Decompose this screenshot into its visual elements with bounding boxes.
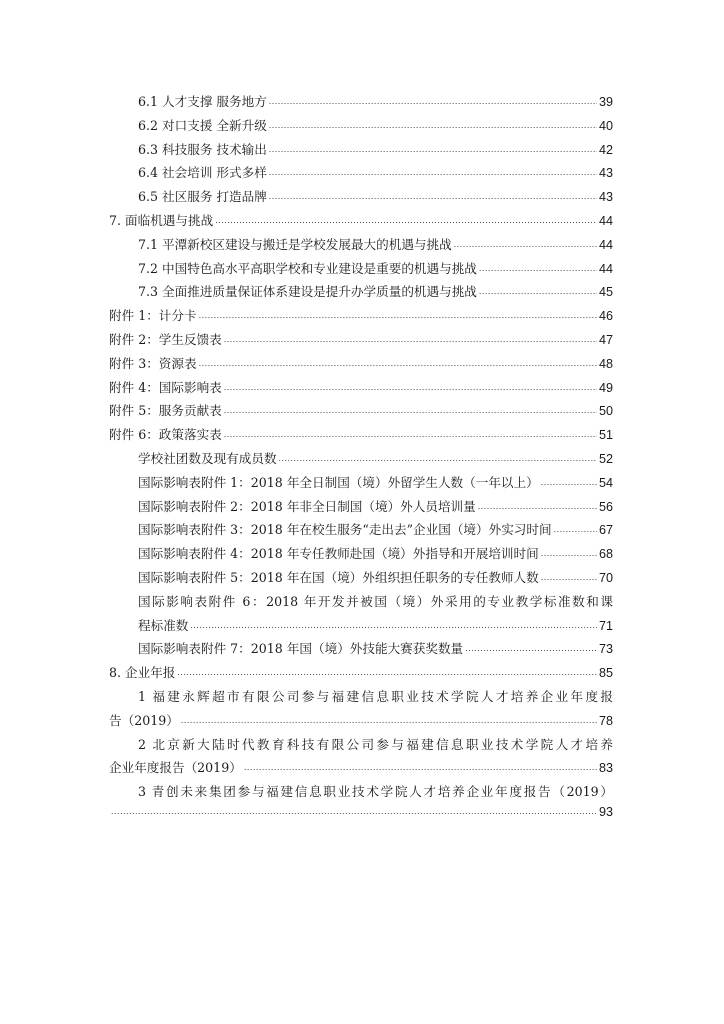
- toc-page-number: 52: [598, 451, 613, 466]
- toc-leader-dots: [269, 120, 597, 130]
- toc-entry-title-line2: 告（2019）: [109, 712, 179, 728]
- toc-leader-dots: [269, 96, 597, 106]
- toc-page-number: 44: [598, 261, 613, 276]
- toc-page-number: 85: [598, 666, 613, 681]
- toc-entry-title: 7. 面临机遇与挑战: [109, 212, 214, 228]
- toc-entry-title: 6.2 对口支援 全新升级: [138, 117, 267, 133]
- toc-page-number: 93: [598, 804, 613, 819]
- toc-leader-dots: [177, 667, 597, 677]
- toc-entry-title: 国际影响表附件 1：2018 年全日制国（境）外留学生人数（一年以上）: [138, 474, 539, 490]
- toc-page-number: 49: [598, 380, 613, 395]
- toc-entry-title: 7.3 全面推进质量保证体系建设是提升办学质量的机遇与挑战: [138, 284, 477, 300]
- toc-entry[interactable]: [109, 686, 613, 734]
- toc-leader-dots: [199, 358, 597, 368]
- toc-entry[interactable]: [109, 662, 613, 686]
- toc-page-number: 56: [598, 499, 613, 514]
- toc-entry-title: 6.5 社区服务 打造品牌: [138, 189, 267, 205]
- table-of-contents: [109, 91, 613, 829]
- toc-entry[interactable]: [109, 210, 613, 234]
- toc-page-number: 45: [598, 285, 613, 300]
- toc-page-number: 73: [598, 642, 613, 657]
- toc-page-number: 50: [598, 404, 613, 419]
- toc-entry[interactable]: [109, 234, 613, 258]
- toc-leader-dots: [181, 715, 597, 725]
- toc-entry-continuation: [109, 710, 613, 734]
- toc-entry[interactable]: [109, 781, 613, 829]
- toc-leader-dots: [269, 144, 597, 154]
- toc-page-number: 54: [598, 475, 613, 490]
- toc-leader-dots: [199, 310, 597, 320]
- toc-leader-dots: [269, 191, 597, 201]
- toc-entry-title-line2: 程标准数: [138, 617, 189, 633]
- toc-page-number: 43: [598, 166, 613, 181]
- toc-leader-dots: [244, 762, 597, 772]
- toc-entry-continuation: [109, 615, 613, 639]
- toc-leader-dots: [279, 453, 597, 463]
- toc-entry[interactable]: [109, 638, 613, 662]
- toc-entry-title-line1: 2 北京新大陆时代教育科技有限公司参与福建信息职业技术学院人才培养: [138, 736, 613, 752]
- toc-leader-dots: [224, 382, 597, 392]
- toc-page-number: 67: [598, 523, 613, 538]
- toc-entry-title: 7.2 中国特色高水平高职学校和专业建设是重要的机遇与挑战: [138, 260, 477, 276]
- toc-leader-dots: [224, 334, 597, 344]
- toc-entry[interactable]: [109, 162, 613, 186]
- toc-page-number: 48: [598, 356, 613, 371]
- toc-leader-dots: [224, 429, 597, 439]
- toc-entry-title: 国际影响表附件 2：2018 年非全日制国（境）外人员培训量: [138, 498, 476, 514]
- toc-leader-dots: [111, 806, 597, 816]
- toc-page-number: 42: [598, 142, 613, 157]
- toc-entry-title: 8. 企业年报: [109, 665, 176, 681]
- toc-leader-dots: [541, 477, 597, 487]
- toc-page-number: 43: [598, 190, 613, 205]
- toc-entry-title: 附件 5：服务贡献表: [109, 403, 222, 419]
- toc-entry-title-line2: 企业年度报告（2019）: [109, 760, 242, 776]
- toc-entry[interactable]: [109, 258, 613, 282]
- toc-entry[interactable]: [109, 472, 613, 496]
- toc-entry[interactable]: [109, 496, 613, 520]
- toc-page-number: 51: [598, 428, 613, 443]
- toc-leader-dots: [224, 405, 597, 415]
- toc-leader-dots: [215, 215, 597, 225]
- toc-entry-title: 附件 2：学生反馈表: [109, 331, 222, 347]
- toc-page-number: 83: [598, 761, 613, 776]
- toc-entry[interactable]: [109, 377, 613, 401]
- toc-entry[interactable]: [109, 91, 613, 115]
- toc-entry-title: 6.4 社会培训 形式多样: [138, 165, 267, 181]
- toc-page-number: 44: [598, 237, 613, 252]
- toc-entry[interactable]: [109, 543, 613, 567]
- toc-leader-dots: [454, 239, 597, 249]
- toc-leader-dots: [465, 643, 597, 653]
- toc-page-number: 39: [598, 95, 613, 109]
- toc-entry[interactable]: [109, 591, 613, 639]
- toc-entry-title: 7.1 平潭新校区建设与搬迁是学校发展最大的机遇与挑战: [138, 236, 452, 252]
- toc-entry-title: 国际影响表附件 5：2018 年在国（境）外组织担任职务的专任教师人数: [138, 569, 539, 585]
- toc-entry-title: 国际影响表附件 7：2018 年国（境）外技能大赛获奖数量: [138, 641, 464, 657]
- toc-page-number: 40: [598, 118, 613, 133]
- toc-entry-title: 附件 4：国际影响表: [109, 379, 222, 395]
- toc-entry-title: 学校社团数及现有成员数: [138, 450, 277, 466]
- toc-entry[interactable]: [109, 139, 613, 163]
- toc-page-number: 44: [598, 213, 613, 228]
- toc-entry-title-line1: 1 福建永辉超市有限公司参与福建信息职业技术学院人才培养企业年度报: [138, 688, 613, 704]
- toc-leader-dots: [554, 524, 597, 534]
- toc-entry[interactable]: [109, 186, 613, 210]
- toc-entry[interactable]: [109, 281, 613, 305]
- toc-entry-title: 附件 1：计分卡: [109, 308, 197, 324]
- toc-entry[interactable]: [109, 734, 613, 782]
- toc-entry-title: 国际影响表附件 3：2018 年在校生服务“走出去”企业国（境）外实习时间: [138, 522, 552, 538]
- toc-entry-title: 6.1 人才支撑 服务地方: [138, 94, 267, 109]
- toc-entry[interactable]: [109, 305, 613, 329]
- toc-entry[interactable]: [109, 329, 613, 353]
- toc-page-number: 68: [598, 547, 613, 562]
- toc-leader-dots: [541, 572, 597, 582]
- toc-leader-dots: [541, 548, 597, 558]
- toc-entry-continuation: [109, 757, 613, 781]
- toc-entry-title-line1: 国际影响表附件 6：2018 年开发并被国（境）外采用的专业教学标准数和课: [138, 593, 613, 609]
- toc-entry-title-line1: 3 青创未来集团参与福建信息职业技术学院人才培养企业年度报告（2019）: [138, 784, 613, 800]
- toc-entry[interactable]: [109, 353, 613, 377]
- toc-entry[interactable]: [109, 448, 613, 472]
- toc-leader-dots: [479, 263, 597, 273]
- toc-leader-dots: [478, 501, 597, 511]
- toc-entry-title: 附件 6：政策落实表: [109, 427, 222, 443]
- toc-leader-dots: [190, 620, 597, 630]
- toc-entry[interactable]: [109, 424, 613, 448]
- toc-page-number: 47: [598, 332, 613, 347]
- toc-entry[interactable]: [109, 519, 613, 543]
- toc-leader-dots: [269, 167, 597, 177]
- toc-leader-dots: [479, 286, 597, 296]
- toc-entry[interactable]: [109, 115, 613, 139]
- toc-page-number: 78: [598, 713, 613, 728]
- toc-entry[interactable]: [109, 400, 613, 424]
- toc-page-number: 46: [598, 309, 613, 324]
- toc-entry-title: 6.3 科技服务 技术输出: [138, 141, 267, 157]
- toc-entry[interactable]: [109, 567, 613, 591]
- toc-page-number: 70: [598, 570, 613, 585]
- toc-entry-title: 国际影响表附件 4：2018 年专任教师赴国（境）外指导和开展培训时间: [138, 546, 539, 562]
- toc-entry-continuation: [109, 805, 613, 829]
- toc-entry-title: 附件 3：资源表: [109, 355, 197, 371]
- toc-page-number: 71: [598, 618, 613, 633]
